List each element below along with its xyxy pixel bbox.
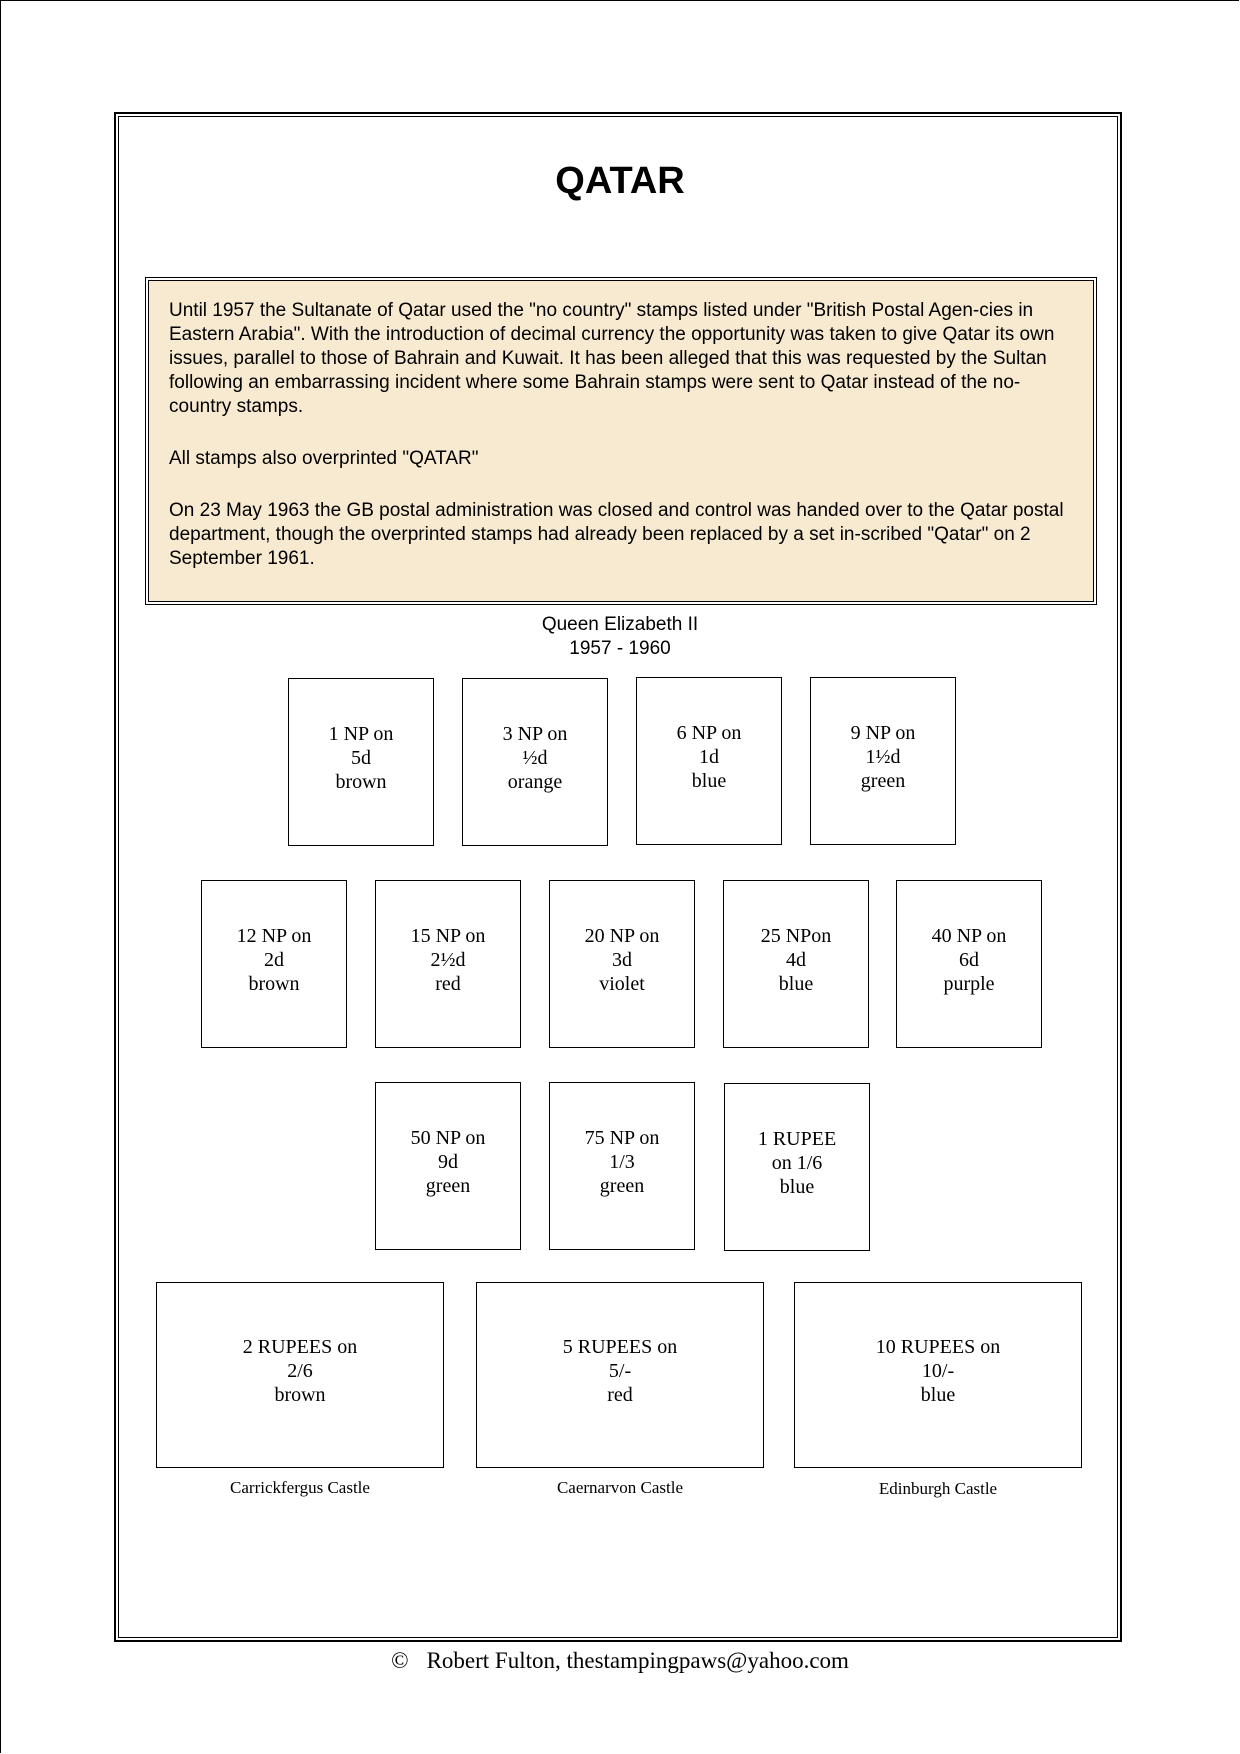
stamp-space <box>201 880 347 1048</box>
stamp-original: 5d <box>350 747 371 769</box>
stamp-value: 10 RUPEES on <box>875 1336 1001 1358</box>
stamp-caption: Caernarvon Castle <box>556 1478 684 1497</box>
stamp-space-large <box>794 1282 1082 1468</box>
stamp-colour: green <box>599 1175 645 1197</box>
stamp-original: on 1/6 <box>771 1152 823 1174</box>
stamp-value: 25 NPon <box>760 925 832 947</box>
stamp-space <box>724 1083 870 1251</box>
stamp-value: 6 NP on <box>676 722 742 744</box>
stamp-original: 9d <box>437 1151 458 1173</box>
section-heading <box>0 613 1240 661</box>
section-title: Queen Elizabeth II <box>541 614 699 635</box>
stamp-colour: brown <box>274 1384 326 1406</box>
stamp-value: 12 NP on <box>236 925 312 947</box>
stamp-space <box>462 678 608 846</box>
stamp-colour: green <box>860 770 906 792</box>
stamp-value: 20 NP on <box>584 925 660 947</box>
stamp-original: 2½d <box>430 949 466 971</box>
stamp-space <box>549 1082 695 1250</box>
stamp-colour: brown <box>335 771 387 793</box>
intro-paragraph: On 23 May 1963 the GB postal administration was closed and control was handed over to the Qatar postal department, though the overprinted stamps had already been replaced by a set in-scribed "Qatar" on 2 September 1961. <box>169 500 1064 569</box>
stamp-value: 5 RUPEES on <box>562 1336 678 1358</box>
intro-text-box <box>148 280 1094 602</box>
footer-text: Robert Fulton, thestampingpaws@yahoo.com <box>426 1648 849 1673</box>
stamp-value: 9 NP on <box>850 722 916 744</box>
stamp-space <box>896 880 1042 1048</box>
stamp-colour: brown <box>248 973 300 995</box>
intro-paragraph: All stamps also overprinted "QATAR" <box>169 448 479 469</box>
stamp-colour: blue <box>778 973 814 995</box>
stamp-value: 2 RUPEES on <box>242 1336 358 1358</box>
stamp-space <box>810 677 956 845</box>
stamp-value: 3 NP on <box>502 723 568 745</box>
stamp-space <box>636 677 782 845</box>
stamp-original: 1½d <box>865 746 901 768</box>
stamp-caption: Carrickfergus Castle <box>230 1478 370 1497</box>
stamp-original: ½d <box>522 747 548 769</box>
stamp-value: 1 NP on <box>328 723 394 745</box>
stamp-colour: blue <box>691 770 727 792</box>
stamp-colour: blue <box>779 1176 815 1198</box>
stamp-original: 5/- <box>608 1360 632 1382</box>
stamp-space-large <box>156 1282 444 1468</box>
stamp-value: 1 RUPEE <box>757 1128 837 1150</box>
section-years: 1957 - 1960 <box>569 638 671 659</box>
stamp-original: 2/6 <box>287 1360 313 1382</box>
stamp-original: 4d <box>785 949 806 971</box>
stamp-space <box>288 678 434 846</box>
stamp-colour: orange <box>507 771 563 793</box>
stamp-caption: Edinburgh Castle <box>878 1479 998 1498</box>
stamp-value: 75 NP on <box>584 1127 660 1149</box>
page-title: QATAR <box>555 160 685 202</box>
stamp-original: 3d <box>611 949 632 971</box>
stamp-original: 1/3 <box>609 1151 635 1173</box>
stamp-colour: red <box>607 1384 633 1406</box>
page-footer <box>0 1648 1240 1674</box>
stamp-original: 1d <box>698 746 719 768</box>
stamp-original: 10/- <box>921 1360 955 1382</box>
stamp-original: 6d <box>958 949 979 971</box>
stamp-value: 50 NP on <box>410 1127 486 1149</box>
stamp-value: 40 NP on <box>931 925 1007 947</box>
intro-paragraph: Until 1957 the Sultanate of Qatar used the "no country" stamps listed under "British Postal Agen-cies in Eastern Arabia". With the introduction of decimal currency the opportunity was taken to give Qatar its own issues, parallel to those of Bahrain and Kuwait. It has been alleged that this was requested by the Sultan following an embarrassing incident where some Bahrain stamps were sent to Qatar instead of the no-country stamps. <box>169 300 1055 417</box>
stamp-colour: blue <box>920 1384 956 1406</box>
stamp-colour: red <box>435 973 461 995</box>
stamp-value: 15 NP on <box>410 925 486 947</box>
stamp-colour: green <box>425 1175 471 1197</box>
stamp-original: 2d <box>263 949 284 971</box>
stamp-colour: purple <box>943 973 995 995</box>
stamp-space <box>375 880 521 1048</box>
stamp-space <box>549 880 695 1048</box>
stamp-colour: violet <box>599 973 645 995</box>
stamp-space <box>723 880 869 1048</box>
stamp-space-large <box>476 1282 764 1468</box>
stamp-space <box>375 1082 521 1250</box>
copyright-symbol: © <box>391 1648 409 1673</box>
